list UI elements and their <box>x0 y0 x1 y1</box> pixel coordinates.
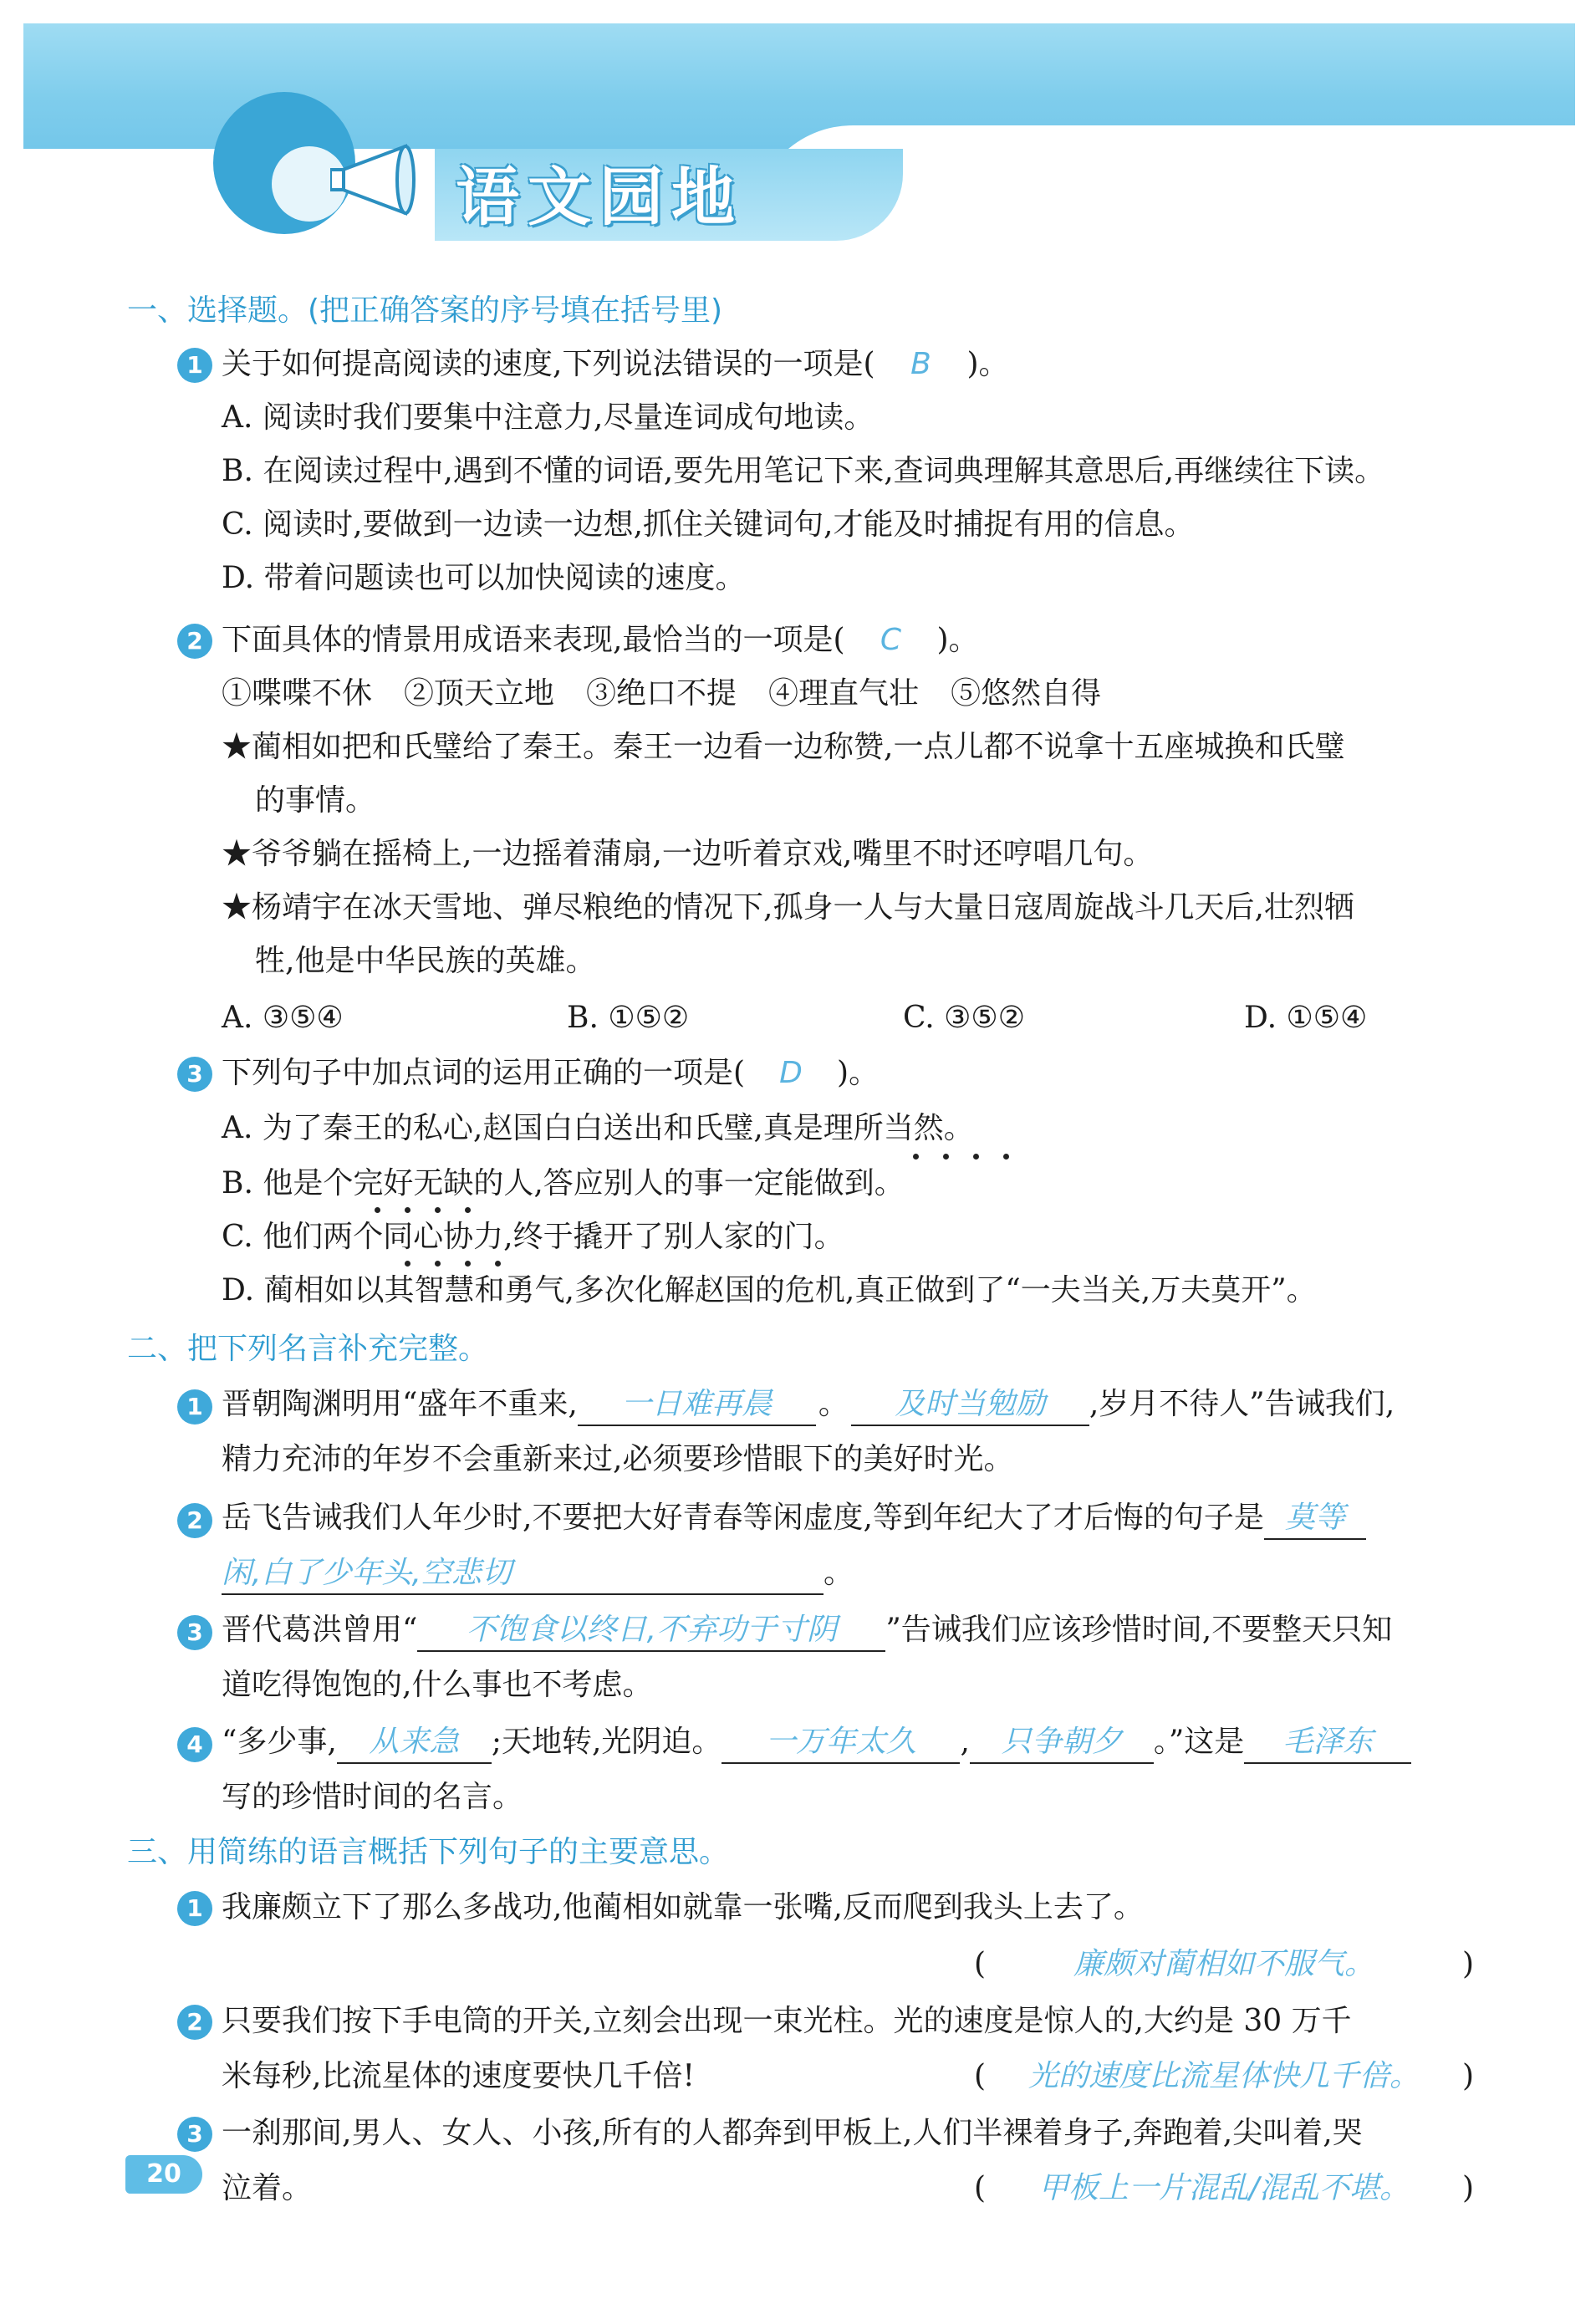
s3-q2-text1: 只要我们按下手电筒的开关,立刻会出现一束光柱。光的速度是惊人的,大约是 30 万千 <box>222 2004 1352 2038</box>
q2-stem: 下面具体的情景用成语来表现,最恰当的一项是( C )。 <box>222 620 979 660</box>
section3-heading: 三、用简练的语言概括下列句子的主要意思。 <box>127 1835 730 1869</box>
q1-option-a: A. 阅读时我们要集中注意力,尽量连词成句地读。 <box>222 400 874 435</box>
q1-option-b: B. 在阅读过程中,遇到不懂的词语,要先用笔记下来,查词典理解其意思后,再继续往下读。 <box>222 454 1385 488</box>
q2-idioms: ①喋喋不休 ②顶天立地 ③绝口不提 ④理直气壮 ⑤悠然自得 <box>222 676 1102 711</box>
s2-q2-blank1: 莫等 <box>1264 1498 1366 1540</box>
s3-q3-answer: 甲板上一片混乱/混乱不堪。 <box>1038 2171 1410 2205</box>
q1-stem: 关于如何提高阅读的速度,下列说法错误的一项是( B )。 <box>222 344 1009 385</box>
s2-q3-line1: 晋代葛洪曾用“ 不饱食以终日,不弃功于寸阴 ”告诫我们应该珍惜时间,不要整天只知 <box>222 1610 1392 1652</box>
q2-option-d: D. ①⑤④ <box>1244 1001 1368 1035</box>
q2-scene-1-cont: 的事情。 <box>255 783 376 818</box>
s2-q2-line1: 岳飞告诫我们人年少时,不要把大好青春等闲虚度,等到年纪大了才后悔的句子是 莫等 <box>222 1498 1366 1540</box>
s2-q4-blank3: 只争朝夕 <box>970 1722 1154 1764</box>
q2-number: 2 <box>177 624 212 659</box>
megaphone-icon <box>330 142 431 217</box>
s3-q3-number: 3 <box>177 2117 212 2152</box>
q3-option-d: D. 蔺相如以其智慧和勇气,多次化解赵国的危机,真正做到了“一夫当关,万夫莫开”。 <box>222 1273 1317 1307</box>
s2-q2-blank2: 闲,白了少年头,空悲切 <box>222 1553 823 1595</box>
q1-answer: B <box>910 347 931 381</box>
s3-q2-text2: 米每秒,比流星体的速度要快几千倍! <box>222 2059 695 2093</box>
s2-q2-number: 2 <box>177 1503 212 1538</box>
q2-option-a: A. ③⑤④ <box>222 1001 344 1035</box>
s3-q3-answer-box: ( 甲板上一片混乱/混乱不堪。 ) <box>974 2169 1474 2209</box>
s3-q1-answer-box: ( 廉颇对蔺相如不服气。 ) <box>974 1944 1474 1985</box>
s2-q2-line2: 闲,白了少年头,空悲切 。 <box>222 1553 854 1595</box>
s3-q3-text2: 泣着。 <box>222 2171 313 2205</box>
s2-q4-line1: “多少事, 从来急 ;天地转,光阴迫。 一万年太久 , 只争朝夕 。”这是 毛泽东 <box>222 1722 1411 1764</box>
q3-option-c: C. 他们两个同心协力,终于撬开了别人家的门。 <box>222 1220 844 1254</box>
q2-scene-3-cont: 牲,他是中华民族的英雄。 <box>255 944 596 978</box>
s2-q1-line2: 精力充沛的年岁不会重新来过,必须要珍惜眼下的美好时光。 <box>222 1442 1014 1476</box>
s2-q4-line2: 写的珍惜时间的名言。 <box>222 1780 523 1814</box>
s2-q4-blank1: 从来急 <box>337 1722 492 1764</box>
s3-q2-number: 2 <box>177 2005 212 2040</box>
s2-q4-blank4: 毛泽东 <box>1244 1722 1411 1764</box>
q1-option-c: C. 阅读时,要做到一边读一边想,抓住关键词句,才能及时捕捉有用的信息。 <box>222 507 1195 542</box>
s3-q2-answer-box: ( 光的速度比流星体快几千倍。 ) <box>974 2057 1474 2097</box>
s3-q1-answer: 廉颇对蔺相如不服气。 <box>1073 1947 1375 1981</box>
s2-q3-line2: 道吃得饱饱的,什么事也不考虑。 <box>222 1668 653 1702</box>
q3-stem: 下列句子中加点词的运用正确的一项是( D )。 <box>222 1053 879 1093</box>
q3-number: 3 <box>177 1057 212 1092</box>
q3-option-a: A. 为了秦王的私心,赵国白白送出和氏璧,真是理所当然。 <box>222 1111 974 1145</box>
s3-q1-text: 我廉颇立下了那么多战功,他蔺相如就靠一张嘴,反而爬到我头上去了。 <box>222 1890 1144 1924</box>
s2-q1-blank1: 一日难再晨 <box>578 1384 816 1426</box>
q2-scene-1: ★蔺相如把和氏璧给了秦王。秦王一边看一边称赞,一点儿都不说拿十五座城换和氏璧 <box>222 730 1345 764</box>
q3-option-b: B. 他是个完好无缺的人,答应别人的事一定能做到。 <box>222 1166 905 1200</box>
q2-answer: C <box>880 623 902 657</box>
q2-option-b: B. ①⑤② <box>567 1001 690 1035</box>
q1-option-d: D. 带着问题读也可以加快阅读的速度。 <box>222 561 746 595</box>
s2-q1-line1: 晋朝陶渊明用“盛年不重来, 一日难再晨 。 及时当勉励 ,岁月不待人”告诫我们, <box>222 1384 1395 1426</box>
s2-q1-number: 1 <box>177 1389 212 1425</box>
s3-q1-number: 1 <box>177 1891 212 1926</box>
q2-option-c: C. ③⑤② <box>903 1001 1025 1035</box>
page-number: 20 <box>125 2155 202 2194</box>
q3-answer: D <box>779 1056 803 1090</box>
s2-q1-blank2: 及时当勉励 <box>851 1384 1089 1426</box>
s3-q3-text1: 一刹那间,男人、女人、小孩,所有的人都奔到甲板上,人们半裸着身子,奔跑着,尖叫着,哭 <box>222 2116 1363 2150</box>
s3-q2-answer: 光的速度比流星体快几千倍。 <box>1028 2059 1420 2093</box>
q1-number: 1 <box>177 348 212 383</box>
s2-q4-blank2: 一万年太久 <box>722 1722 960 1764</box>
page-title: 语文园地 <box>456 160 743 234</box>
q2-scene-3: ★杨靖宇在冰天雪地、弹尽粮绝的情况下,孤身一人与大量日寇周旋战斗几天后,壮烈牺 <box>222 890 1354 925</box>
s2-q3-blank1: 不饱食以终日,不弃功于寸阴 <box>417 1610 885 1652</box>
section1-heading: 一、选择题。(把正确答案的序号填在括号里) <box>127 293 723 328</box>
s2-q4-number: 4 <box>177 1727 212 1762</box>
s2-q3-number: 3 <box>177 1615 212 1650</box>
section2-heading: 二、把下列名言补充完整。 <box>127 1332 489 1366</box>
q2-scene-2: ★爷爷躺在摇椅上,一边摇着蒲扇,一边听着京戏,嘴里不时还哼唱几句。 <box>222 837 1154 871</box>
